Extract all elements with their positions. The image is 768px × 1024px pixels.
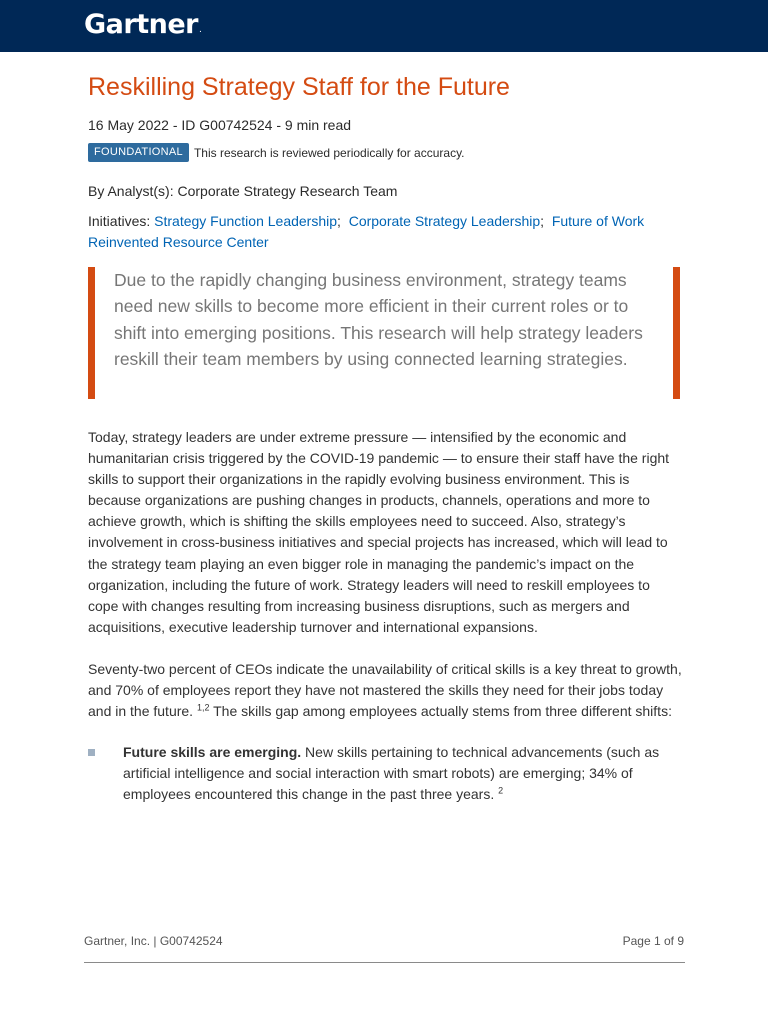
footnote-ref: 2 [498,785,504,796]
summary-callout [88,267,680,399]
initiative-link-corporate-strategy-leadership[interactable]: Corporate Strategy Leadership [348,213,541,229]
header-bar [0,0,768,52]
footnote-ref: 1,2 [196,702,210,713]
footer-source: Gartner, Inc. | G00742524 [84,934,223,948]
initiatives-label: Initiatives: [88,213,155,229]
document-body [88,70,683,806]
summary-text: Due to the rapidly changing business environment, strategy teams need new skills to become more efficient in their current roles or to shift into emerging positions. This research will help strategy leaders reskill their team members by using connected learning strategies. [114,270,643,369]
initiatives-line: Initiatives: Strategy Function Leadership; Corporate Strategy Leadership; Future of Work Reinvented Resource Center [88,213,645,250]
document-meta: 16 May 2022 - ID G00742524 - 9 min read [88,117,352,133]
callout-right-bar [673,267,680,399]
analyst-line: By Analyst(s): Corporate Strategy Research Team [88,183,398,199]
bullet-text: New skills pertaining to technical advancements (such as artificial intelligence and social interaction with smart robots) are emerging; 34% of employees encountered this change in the past three years. [123,744,660,803]
footer-divider [84,962,685,963]
foundational-badge: FOUNDATIONAL [88,143,189,162]
initiative-link-strategy-function-leadership[interactable]: Strategy Function Leadership [154,213,338,229]
bullet-square-icon [88,749,95,756]
review-status [88,143,683,162]
footer-page-number: Page 1 of 9 [622,934,684,948]
list-item [88,742,683,805]
gartner-logo[interactable]: Gartner. [84,9,202,40]
review-note: This research is reviewed periodically for accuracy. [193,145,465,160]
initiative-link-future-of-work[interactable]: Future of Work Reinvented Resource Center [88,213,645,250]
callout-left-bar [88,267,95,399]
body-paragraph-1: Today, strategy leaders are under extreme pressure — intensified by the economic and humanitarian crisis triggered by the COVID-19 pandemic — to ensure their staff have the right skills to support their organizations in the rapidly evolving business environment. This is because organizations are pushing changes in products, channels, operations and more to achieve growth, which is shifting the skills employees need to succeed. Also, strategy’s involvement in cross-business initiatives and special projects has increased, which will lead to the strategy team playing an even bigger role in managing the pandemic’s impact on the organization, including the future of work. Strategy leaders will need to reskill employees to cope with changes resulting from increasing business disruptions, such as mergers and acquisitions, executive leadership turnover and international expansions. [88,429,670,635]
document-title: Reskilling Strategy Staff for the Future [88,73,510,101]
body-paragraph-2: Seventy-two percent of CEOs indicate the unavailability of critical skills is a key threat to growth, and 70% of employees report they have not mastered the skills they need for their jobs today and in the future. $^{1,2}$ The skills gap among employees actually stems from three different shifts: [88,660,682,720]
logo-dot: . [198,25,202,35]
bullet-heading: Future skills are emerging. [123,744,302,761]
